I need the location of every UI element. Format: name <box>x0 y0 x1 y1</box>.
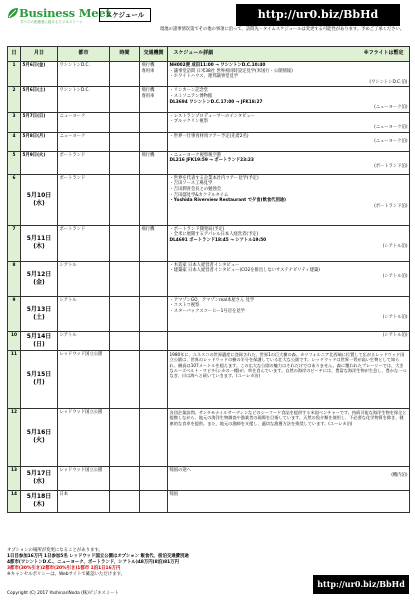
detail-line: 帰国 <box>169 491 179 497</box>
row-city: シアトル <box>58 261 110 296</box>
schedule-row <box>8 225 410 261</box>
detail-line: ・リンカーン記念堂 <box>169 88 209 94</box>
detail-line: DL3694 ワシントンD.C.17:00 → JFK18:27 <box>169 99 263 105</box>
detail-lodging: (ニューヨーク泊) <box>374 105 408 111</box>
row-detail <box>168 112 410 132</box>
header-date: 月日 <box>21 47 58 62</box>
row-time <box>110 112 140 132</box>
detail-line: ・Yoshida Riverview Restaurant で夕食(飲食代別途) <box>169 198 287 204</box>
row-detail <box>168 466 410 490</box>
row-transport <box>140 350 168 408</box>
detail-lodging: (機内泊) <box>391 473 408 479</box>
row-date: 5月11日 (木) <box>21 225 58 261</box>
row-transport: 飛行機 専用車 <box>140 62 168 87</box>
logo-text: Business Meet <box>19 6 111 20</box>
row-time <box>110 132 140 151</box>
detail-lodging: (シアトル泊) <box>382 243 408 249</box>
row-city: ワシントンD.C. <box>58 62 110 87</box>
row-time <box>110 296 140 331</box>
schedule-row <box>8 62 410 87</box>
detail-line: ・全米に展開するアパレル日本人経営者(予定) <box>169 232 259 238</box>
row-city: ポートランド <box>58 174 110 225</box>
header-transport: 交通機関 <box>140 47 168 62</box>
header-note: ※フライトは暫定 <box>363 50 404 57</box>
row-date: 5月7日(日) <box>21 112 58 132</box>
detail-paragraph: 各団企業訪問。サンタモナイルサーディンなどのシーフード食品を提供する米国ベンチャーです。持続可能な海洋生物を保全と提携しながら、地元の海洋生物調査や漁業者の現場を目指しています。天然の魚介類を使用し、不必要な化学物質を除き、健康的な食卓を提供。また、地元の漁師を支援し、適切な漁獲方法を推奨しています。(ユーレカ泊) <box>169 409 407 426</box>
schedule-row <box>8 490 410 512</box>
schedule-row <box>8 151 410 174</box>
day-number: 8 <box>8 261 21 296</box>
row-detail <box>168 296 410 331</box>
detail-line: ・ポートランド開発局(予定) <box>169 226 225 232</box>
detail-lodging: (ポートランド泊) <box>374 163 408 169</box>
detail-lodging: (ワシントンD.C.泊) <box>369 79 408 85</box>
day-number: 12 <box>8 408 21 466</box>
row-city: レッドウッド国立公園 <box>58 466 110 490</box>
note-line: オプションの場所が変更になることがあります。 <box>7 548 103 553</box>
row-transport <box>140 296 168 331</box>
row-detail <box>168 132 410 151</box>
note-line: 1日目参加16万円 1日参加5名 レッドウッド国立公園はオプション 飯食代、宿泊交通費別途 <box>7 554 189 559</box>
header-day: 日 <box>8 47 21 62</box>
detail-lodging: (ニューヨーク泊) <box>374 124 408 130</box>
row-time <box>110 331 140 350</box>
day-number: 4 <box>8 132 21 151</box>
row-transport <box>140 331 168 350</box>
detail-line: 帰国の途へ <box>169 467 191 473</box>
row-time <box>110 225 140 261</box>
row-time <box>110 87 140 112</box>
row-time <box>110 466 140 490</box>
row-detail <box>168 174 410 225</box>
schedule-row <box>8 350 410 408</box>
row-detail <box>168 151 410 174</box>
row-date: 5月10日 (水) <box>21 174 58 225</box>
detail-line: ・世界一仕事食材肉ツアー予定(先着2名) <box>169 133 249 139</box>
day-number: 3 <box>8 112 21 132</box>
row-date: 5月6日(土) <box>21 87 58 112</box>
schedule-table <box>7 46 410 513</box>
row-detail <box>168 225 410 261</box>
url-banner-bottom[interactable]: http://ur0.biz/BbHd <box>313 575 409 594</box>
row-date: 5月14日 (日) <box>21 331 58 350</box>
row-time <box>110 62 140 87</box>
row-detail <box>168 350 410 408</box>
day-number: 7 <box>8 225 21 261</box>
schedule-row <box>8 174 410 225</box>
copyright: Copyright (C) 2017 YoshinariNoda (株)ビジネスミート <box>7 591 119 596</box>
detail-lodging: (シアトル泊) <box>382 332 408 338</box>
row-date: 5月8日(月) <box>21 132 58 151</box>
schedule-row <box>8 112 410 132</box>
schedule-row <box>8 87 410 112</box>
schedule-row <box>8 408 410 466</box>
row-time <box>110 151 140 174</box>
header-detail <box>168 47 410 62</box>
row-city: レッドウッド国立公園 <box>58 408 110 466</box>
header-detail-label: スケジュール詳細 <box>173 50 214 57</box>
detail-line: ・議事堂訪問 日米38社 世界初同時設定見学(米国行・公開情報) <box>169 68 293 74</box>
row-city: シアトル <box>58 331 110 350</box>
row-date: 5月9日(火) <box>21 151 58 174</box>
day-number: 1 <box>8 62 21 87</box>
row-date: 5月6日(金) <box>21 62 58 87</box>
row-city: 日本 <box>58 490 110 512</box>
detail-line: ・吉田潤喜会長との勉強会 <box>169 186 222 192</box>
note-line: 4都市(ワシントンD.C.、ニューヨーク、ポートランド、シアトル)48万円(8泊)81万円 <box>7 560 179 565</box>
detail-lodging: (シアトル泊) <box>382 273 408 279</box>
row-time <box>110 350 140 408</box>
url-banner[interactable]: http://ur0.biz/BbHd <box>236 4 400 26</box>
detail-line: ・木造家 日本人経営者インタビュー <box>169 262 240 268</box>
note-line: ※キャンセルポリシーは、Webサイトで確認いただけます。 <box>7 572 125 577</box>
row-transport: 飛行機 <box>140 225 168 261</box>
row-transport <box>140 466 168 490</box>
detail-line: DL4691 ポートランド18:45 → シアトル19:50 <box>169 237 267 243</box>
detail-line: ・建築家 日本人経営者インタビュー(CO2を排出しないサステナビリティ建築) <box>169 268 320 274</box>
row-detail <box>168 87 410 112</box>
row-transport <box>140 261 168 296</box>
row-city: ポートランド <box>58 151 110 174</box>
detail-line: ・ブルックリン視察 <box>169 119 208 125</box>
detail-line: ・コストコ視察 <box>169 303 200 309</box>
detail-line: ・ホワイトハウス、連邦議事堂見学 <box>169 74 239 80</box>
header-time: 時間 <box>110 47 140 62</box>
row-city: ニューヨーク <box>58 132 110 151</box>
row-time <box>110 261 140 296</box>
detail-line: NH002便 成田11:00 → ワシントンD.C.10:40 <box>169 63 266 68</box>
detail-line: ・スミソニアン博物館 <box>169 93 213 99</box>
logo-leaf-icon <box>6 6 20 20</box>
page-title: スケジュール <box>99 8 151 22</box>
row-time <box>110 408 140 466</box>
row-date: 5月17日 (水) <box>21 466 58 490</box>
row-time <box>110 174 140 225</box>
row-date: 5月15日 (月) <box>21 350 58 408</box>
detail-line: ・ニューヨーク視察後空港 <box>169 152 222 158</box>
row-date: 5月12日 (金) <box>21 261 58 296</box>
row-detail <box>168 331 410 350</box>
detail-line: ・吉田邸見学&カクテルタイム <box>169 192 229 198</box>
row-date: 5月18日 (木) <box>21 490 58 512</box>
row-transport <box>140 132 168 151</box>
row-detail <box>168 490 410 512</box>
table-header-row <box>8 47 410 62</box>
detail-line: ・吉田ソース工場見学 <box>169 181 213 187</box>
schedule-row <box>8 296 410 331</box>
detail-line: ・レストランプロデューサーのインタビュー <box>169 113 256 119</box>
notes <box>7 548 307 578</box>
day-number: 14 <box>8 490 21 512</box>
schedule-row <box>8 261 410 296</box>
row-transport: 飛行機 <box>140 151 168 174</box>
detail-lodging: (シアトル泊) <box>382 314 408 320</box>
row-city: シアトル <box>58 296 110 331</box>
schedule-row <box>8 466 410 490</box>
row-transport <box>140 490 168 512</box>
schedule-row <box>8 132 410 151</box>
note-line: 3都市(30%引き)2都市(20%引き)1都市 1泊1日16万円 <box>7 566 121 571</box>
row-city: レッドウッド国立公園 <box>58 350 110 408</box>
row-date: 5月13日 (土) <box>21 296 58 331</box>
row-detail <box>168 261 410 296</box>
row-detail <box>168 408 410 466</box>
day-number: 9 <box>8 296 21 331</box>
detail-line: DL216 JFK19:59 → ポートランド23:23 <box>169 158 254 164</box>
day-number: 5 <box>8 151 21 174</box>
logo-subtitle: すべての医療者に届けるビジネスミート <box>20 20 83 24</box>
row-city: ワシントンD.C. <box>58 87 110 112</box>
detail-paragraph: 1980年に、ユネスコの世界遺産に登録された、世界1の巨大樹の森。カリフォルニア北西端に位置して広がるレッドウッド国立公園は、世界のレッドウッドの樹の半分を保護している壮大な公園です。レッドウッドは世界一背が高い生物として知られ、樹高は107メートルを超えます。この広大な公園の魅力はそれだけではありません。森に覆われたプレーリーでは、大きなルーズベルト・ワピチ(シカの一種)が、草を食んでいます。自然の海岸のビーチには、豊富な海洋生物が生息し、豊かな一つなぎ、川は海へと続いていきます。(ユーレカ泊) <box>169 351 407 379</box>
row-date: 5月16日 (火) <box>21 408 58 466</box>
row-city: ニューヨーク <box>58 112 110 132</box>
schedule-row <box>8 331 410 350</box>
day-number: 2 <box>8 87 21 112</box>
header-city: 都市 <box>58 47 110 62</box>
day-number: 6 <box>8 174 21 225</box>
detail-line: ・スターバックスコーヒー1号店を見学 <box>169 308 245 314</box>
row-transport <box>140 174 168 225</box>
detail-lodging: (ポートランド泊) <box>374 203 408 209</box>
header <box>0 0 415 44</box>
detail-line: ・世界を代表する企業本社内ツアー見学(予定) <box>169 175 259 181</box>
row-transport: 飛行機 専用車 <box>140 87 168 112</box>
day-number: 10 <box>8 331 21 350</box>
row-detail <box>168 62 410 87</box>
day-number: 11 <box>8 350 21 408</box>
row-time <box>110 490 140 512</box>
day-number: 13 <box>8 466 21 490</box>
row-transport <box>140 112 168 132</box>
detail-lodging: (ニューヨーク泊) <box>374 139 408 145</box>
row-city: ポートランド <box>58 225 110 261</box>
row-transport <box>140 408 168 466</box>
detail-line: ・アマゾンGO、アマゾンreal本屋さん 見学 <box>169 297 255 303</box>
intro-text: 現地の諸事情次第でその他の事項に沿って、訪問先・タイムスケジュールは変更する可能性があります。予めご了承ください。 <box>160 27 405 32</box>
